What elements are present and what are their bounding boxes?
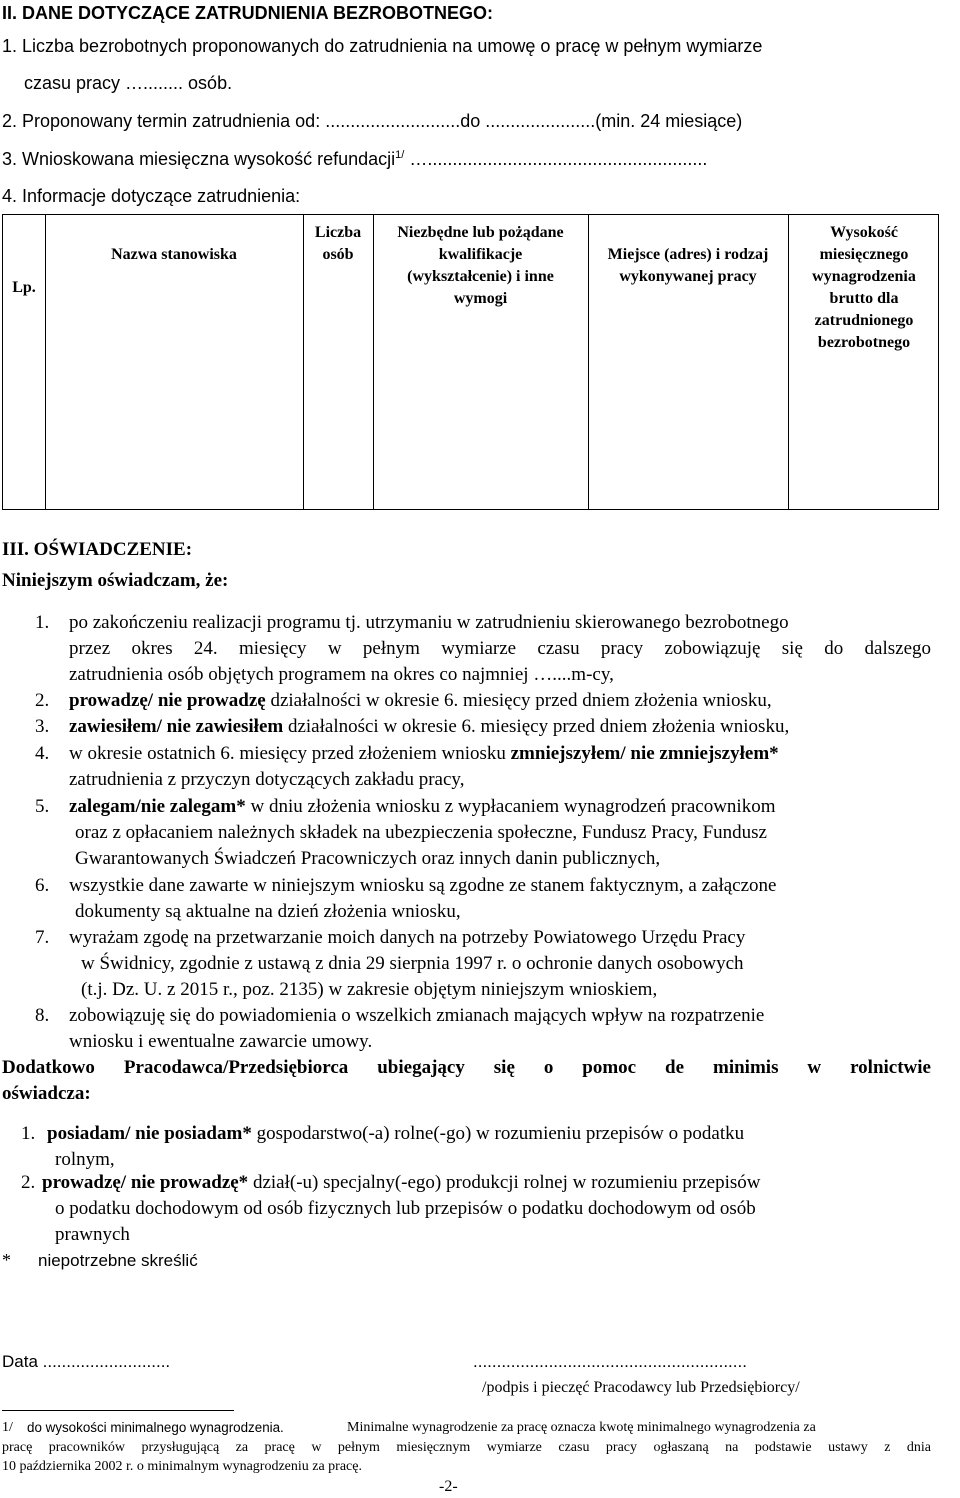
- deminimis-num: 1.: [21, 1123, 36, 1144]
- deminimis-2-choice: prowadzę/ nie prowadzę*: [42, 1172, 249, 1193]
- header-nazwa-stanowiska: Nazwa stanowiska: [111, 246, 237, 263]
- statement-4-text: w okresie ostatnich 6. miesięcy przed złożeniem wniosku: [69, 743, 511, 764]
- deminimis-1-choice: posiadam/ nie posiadam*: [47, 1123, 252, 1144]
- footnote-mark: 1/: [2, 1420, 13, 1435]
- statement-num: 2.: [35, 690, 50, 711]
- footnote-line-3: 10 października 2002 r. o minimalnym wynagrodzeniu za pracę.: [2, 1459, 362, 1474]
- deminimis-2-line-2: o podatku dochodowym od osób fizycznych lub przepisów o podatku dochodowym od osób: [55, 1198, 756, 1219]
- note-star: *: [2, 1250, 11, 1270]
- statement-6-line-1: wszystkie dane zawarte w niniejszym wniosku są zgodne ze stanem faktycznym, a załączone: [69, 875, 777, 896]
- deminimis-2-line-1: [42, 1171, 760, 1195]
- footnote-line-2: pracę pracowników przysługującą za pracę w pełnym miesięcznym wymiarze czasu pracy ogłaszaną na podstawie ustawy z dnia: [2, 1440, 931, 1455]
- item-3-dots: …........................................................: [404, 149, 708, 169]
- deminimis-2-line-3: prawnych: [55, 1224, 130, 1245]
- statement-5-line-3: Gwarantowanych Świadczeń Pracowniczych oraz innych danin publicznych,: [75, 848, 661, 869]
- header-wysokosc-wynagrodzenia: Wysokość miesięcznego wynagrodzenia brutto dla zatrudnionego bezrobotnego: [812, 224, 916, 351]
- deminimis-2-text: dział(-u) specjalny(-ego) produkcji rolnej w rozumieniu przepisów: [248, 1172, 761, 1193]
- date-field: Data ...........................: [2, 1352, 171, 1371]
- statement-8-line-1: zobowiązuję się do powiadomienia o wszelkich zmianach mających wpływ na rozpatrzenie: [69, 1005, 765, 1026]
- statement-3-text: działalności w okresie 6. miesięcy przed dniem złożenia wniosku,: [283, 716, 790, 737]
- statement-num: 7.: [35, 927, 50, 948]
- footnote-line-1a: do wysokości minimalnego wynagrodzenia.: [27, 1420, 284, 1435]
- statement-3: [69, 715, 789, 739]
- section-heading-ii: II. DANE DOTYCZĄCE ZATRUDNIENIA BEZROBOTNEGO:: [2, 3, 493, 23]
- statement-1-line-3: zatrudnienia osób objętych programem na okres co najmniej …....m-cy,: [69, 664, 614, 685]
- signature-dots: ..........................................................: [473, 1352, 747, 1371]
- header-liczba-osob: Liczba osób: [314, 224, 362, 263]
- statement-4-choice: zmniejszyłem/ nie zmniejszyłem*: [510, 743, 779, 764]
- footnote-line-1b: Minimalne wynagrodzenie za pracę oznacza kwotę minimalnego wynagrodzenia za: [347, 1420, 816, 1435]
- item-4: 4. Informacje dotyczące zatrudnienia:: [2, 186, 301, 206]
- statement-7-line-3: (t.j. Dz. U. z 2015 r., poz. 2135) w zakresie objętym niniejszym wnioskiem,: [81, 979, 658, 1000]
- statement-5-choice: zalegam/nie zalegam*: [69, 796, 246, 817]
- statement-num: 1.: [35, 612, 50, 633]
- statement-5-line-1: [69, 795, 776, 819]
- deminimis-1-text: gospodarstwo(-a) rolne(-go) w rozumieniu przepisów o podatku: [251, 1123, 745, 1144]
- statement-num: 3.: [35, 716, 50, 737]
- item-1-line-2: czasu pracy …........ osób.: [24, 73, 233, 93]
- statement-4-line-1: [69, 742, 779, 766]
- statement-7-line-2: w Świdnicy, zgodnie z ustawą z dnia 29 sierpnia 1997 r. o ochronie danych osobowych: [81, 953, 744, 974]
- deminimis-1-line-1: [47, 1122, 744, 1146]
- statement-4-line-2: zatrudnienia z przyczyn dotyczących zakładu pracy,: [69, 769, 465, 790]
- statement-1-line-1: po zakończeniu realizacji programu tj. utrzymaniu w zatrudnieniu skierowanego bezrobotnego: [69, 612, 789, 633]
- statement-5-text: w dniu złożenia wniosku z wypłacaniem wynagrodzeń pracownikom: [245, 796, 776, 817]
- statement-5-line-2: oraz z opłacaniem należnych składek na ubezpieczenia społeczne, Fundusz Pracy, Fundusz: [75, 822, 767, 843]
- item-2: 2. Proponowany termin zatrudnienia od: ...........................do ......................(min. 24 miesiące): [2, 111, 743, 131]
- item-3-text: 3. Wnioskowana miesięczna wysokość refundacji: [2, 149, 396, 169]
- statement-2: [69, 689, 772, 713]
- statement-num: 4.: [35, 743, 50, 764]
- statement-7-line-1: wyrażam zgodę na przetwarzanie moich danych na potrzeby Powiatowego Urzędu Pracy: [69, 927, 746, 948]
- statement-6-line-2: dokumenty są aktualne na dzień złożenia wniosku,: [75, 901, 461, 922]
- note-text: niepotrzebne skreślić: [38, 1251, 198, 1270]
- statement-num: 6.: [35, 875, 50, 896]
- page-number: -2-: [439, 1478, 458, 1495]
- header-lp: Lp.: [12, 279, 36, 296]
- statement-num: 8.: [35, 1005, 50, 1026]
- signature-caption: /podpis i pieczęć Pracodawcy lub Przedsiębiorcy/: [482, 1379, 800, 1396]
- statement-num: 5.: [35, 796, 50, 817]
- deminimis-heading-line-1: Dodatkowo Pracodawca/Przedsiębiorca ubiegający się o pomoc de minimis w rolnictwie: [2, 1057, 931, 1078]
- statement-intro: Niniejszym oświadczam, że:: [2, 570, 229, 591]
- footnote-ref: 1/: [395, 149, 405, 161]
- footnote-rule: [2, 1410, 234, 1411]
- employment-table: [2, 214, 939, 510]
- statement-2-choice: prowadzę/ nie prowadzę: [69, 690, 266, 711]
- statement-8-line-2: wniosku i ewentualne zawarcie umowy.: [69, 1031, 373, 1052]
- header-miejsce-pracy: Miejsce (adres) i rodzaj wykonywanej pracy: [607, 246, 769, 285]
- item-3: [2, 148, 707, 171]
- item-1-line-1: 1. Liczba bezrobotnych proponowanych do zatrudnienia na umowę o pracę w pełnym wymiarze: [2, 36, 763, 56]
- deminimis-num: 2.: [21, 1172, 36, 1193]
- statement-2-text: działalności w okresie 6. miesięcy przed dniem złożenia wniosku,: [265, 690, 772, 711]
- deminimis-heading-line-2: oświadcza:: [2, 1083, 91, 1104]
- header-kwalifikacje: Niezbędne lub pożądane kwalifikacje (wykształcenie) i inne wymogi: [397, 224, 564, 307]
- section-heading-iii: III. OŚWIADCZENIE:: [2, 539, 193, 560]
- statement-1-line-2: przez okres 24. miesięcy w pełnym wymiarze czasu pracy zobowiązuję się do dalszego: [69, 638, 931, 659]
- statement-3-choice: zawiesiłem/ nie zawiesiłem: [69, 716, 284, 737]
- deminimis-1-line-2: rolnym,: [55, 1149, 115, 1170]
